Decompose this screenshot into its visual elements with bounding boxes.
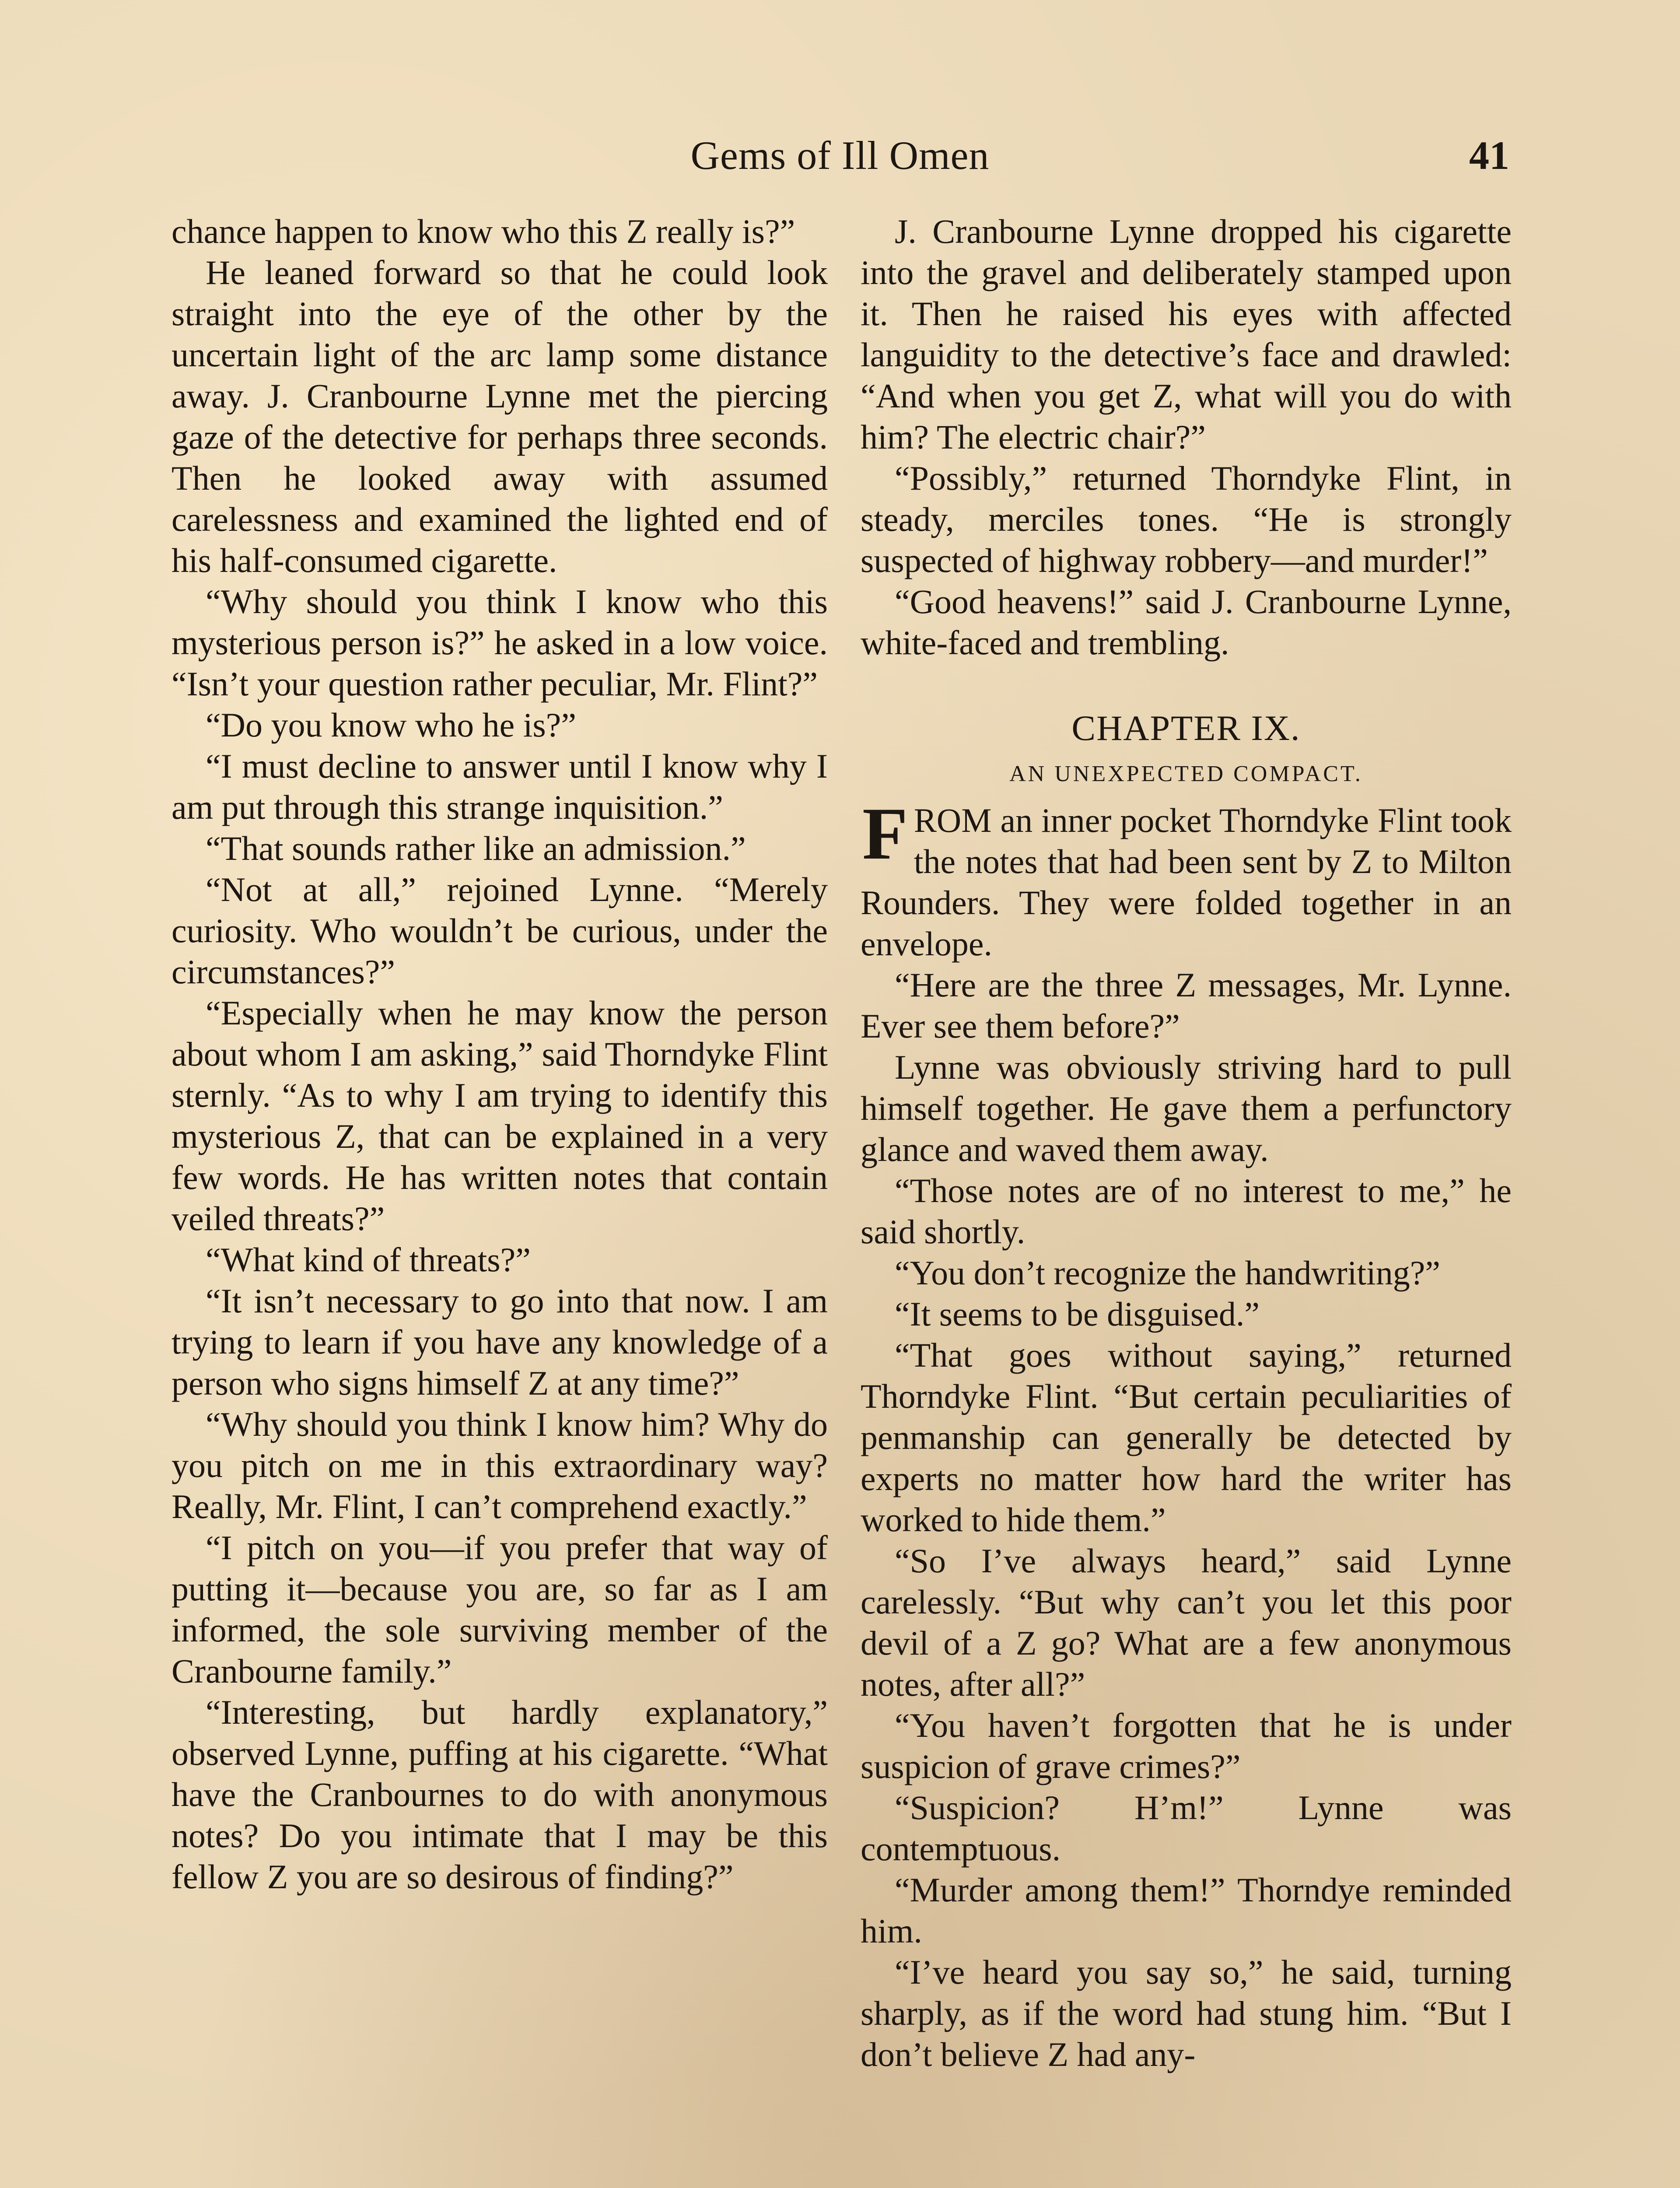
paragraph: “I pitch on you—if you prefer that way of putting it—because you are, so far as I am informed, the sole surviving member of the Cranbourne family.” [172, 1529, 828, 1690]
paragraph: “It seems to be disguised.” [895, 1295, 1260, 1333]
paragraph: “I must decline to answer until I know why I am put through this strange inquisition.” [172, 747, 828, 826]
right-column [861, 211, 1512, 2075]
chapter-subtitle: AN UNEXPECTED COMPACT. [1009, 761, 1363, 786]
paragraph: He leaned forward so that he could look straight into the eye of the other by the uncertain light of the arc lamp some distance away. J. Cranbourne Lynne met the piercing gaze of the detective for perhaps three seconds. Then he looked away with assumed carelessness and examined the lighted end of his half-consumed cigarette. [172, 253, 828, 579]
paragraph: “Especially when he may know the person about whom I am asking,” said Thorndyke Flint sternly. “As to why I am trying to identify this mysterious Z, that can be explained in a very few words. He has written notes that contain veiled threats?” [172, 994, 828, 1238]
left-column [172, 211, 828, 1897]
paragraph: J. Cranbourne Lynne dropped his cigarette into the gravel and deliberately stamped upon it. Then he raised his eyes with affected languidity to the detective’s face and drawled: “And when you get Z, what will you do with him? The electric chair?” [861, 212, 1512, 456]
paragraph: “So I’ve always heard,” said Lynne carelessly. “But why can’t you let this poor devil of a Z go? What are a few anonymous notes, after all?” [861, 1542, 1512, 1703]
paragraph: “Murder among them!” Thorndye reminded him. [861, 1871, 1512, 1950]
paragraph: “What kind of threats?” [206, 1241, 531, 1279]
paragraph: “Good heavens!” said J. Cranbourne Lynne, white-faced and trembling. [861, 582, 1512, 662]
paragraph: “Suspicion? H’m!” Lynne was contemptuous. [861, 1788, 1512, 1868]
page-header [0, 127, 1680, 184]
paragraph: “I’ve heard you say so,” he said, turning sharply, as if the word had stung him. “But I don’t believe Z had any- [861, 1953, 1512, 2073]
paragraph: “Do you know who he is?” [206, 706, 576, 744]
paragraph: “Not at all,” rejoined Lynne. “Merely curiosity. Who wouldn’t be curious, under the circumstances?” [172, 870, 828, 991]
chapter-first-paragraph [861, 792, 1512, 964]
paragraph: “That sounds rather like an admission.” [206, 829, 746, 867]
paragraph: chance happen to know who this Z really is?” [172, 212, 795, 250]
paragraph: “You haven’t forgotten that he is under suspicion of grave crimes?” [861, 1706, 1512, 1785]
paragraph: “Possibly,” returned Thorndyke Flint, in steady, merciles tones. “He is strongly suspected of highway robbery—and murder!” [861, 459, 1512, 579]
chapter-heading: CHAPTER IX. [1071, 708, 1301, 748]
paragraph: “Those notes are of no interest to me,” he said shortly. [861, 1171, 1512, 1251]
paragraph: “You don’t recognize the handwriting?” [895, 1254, 1440, 1292]
paragraph: “Why should you think I know him? Why do you pitch on me in this extraordinary way? Really, Mr. Flint, I can’t comprehend exactly.” [172, 1405, 828, 1525]
paragraph: Lynne was obviously striving hard to pull himself together. He gave them a perfunctory glance and waved them away. [861, 1048, 1512, 1168]
drop-cap: F [862, 792, 908, 875]
paragraph: “Interesting, but hardly explanatory,” observed Lynne, puffing at his cigarette. “What have the Cranbournes to do with anonymous notes? Do you intimate that I may be this fellow Z you are so desirous of finding?” [172, 1693, 828, 1896]
running-title: Gems of Ill Omen [690, 133, 990, 178]
paragraph: “Why should you think I know who this mysterious person is?” he asked in a low voice. “Isn’t your question rather peculiar, Mr. Flint?” [172, 582, 828, 703]
page-number: 41 [1469, 133, 1509, 178]
paragraph: “That goes without saying,” returned Thorndyke Flint. “But certain peculiarities of penmanship can generally be detected by experts no matter how hard the writer has worked to hide them.” [861, 1336, 1512, 1539]
paragraph: “It isn’t necessary to go into that now. I am trying to learn if you have any knowledge of a person who signs himself Z at any time?” [172, 1282, 828, 1402]
paragraph: “Here are the three Z messages, Mr. Lynne. Ever see them before?” [861, 966, 1512, 1045]
opening-text: an inner pocket Thorndyke Flint took the notes that had been sent by Z to Milton Rounders. They were folded together in an envelope. [861, 801, 1512, 963]
opening-small-caps: ROM [914, 801, 992, 839]
